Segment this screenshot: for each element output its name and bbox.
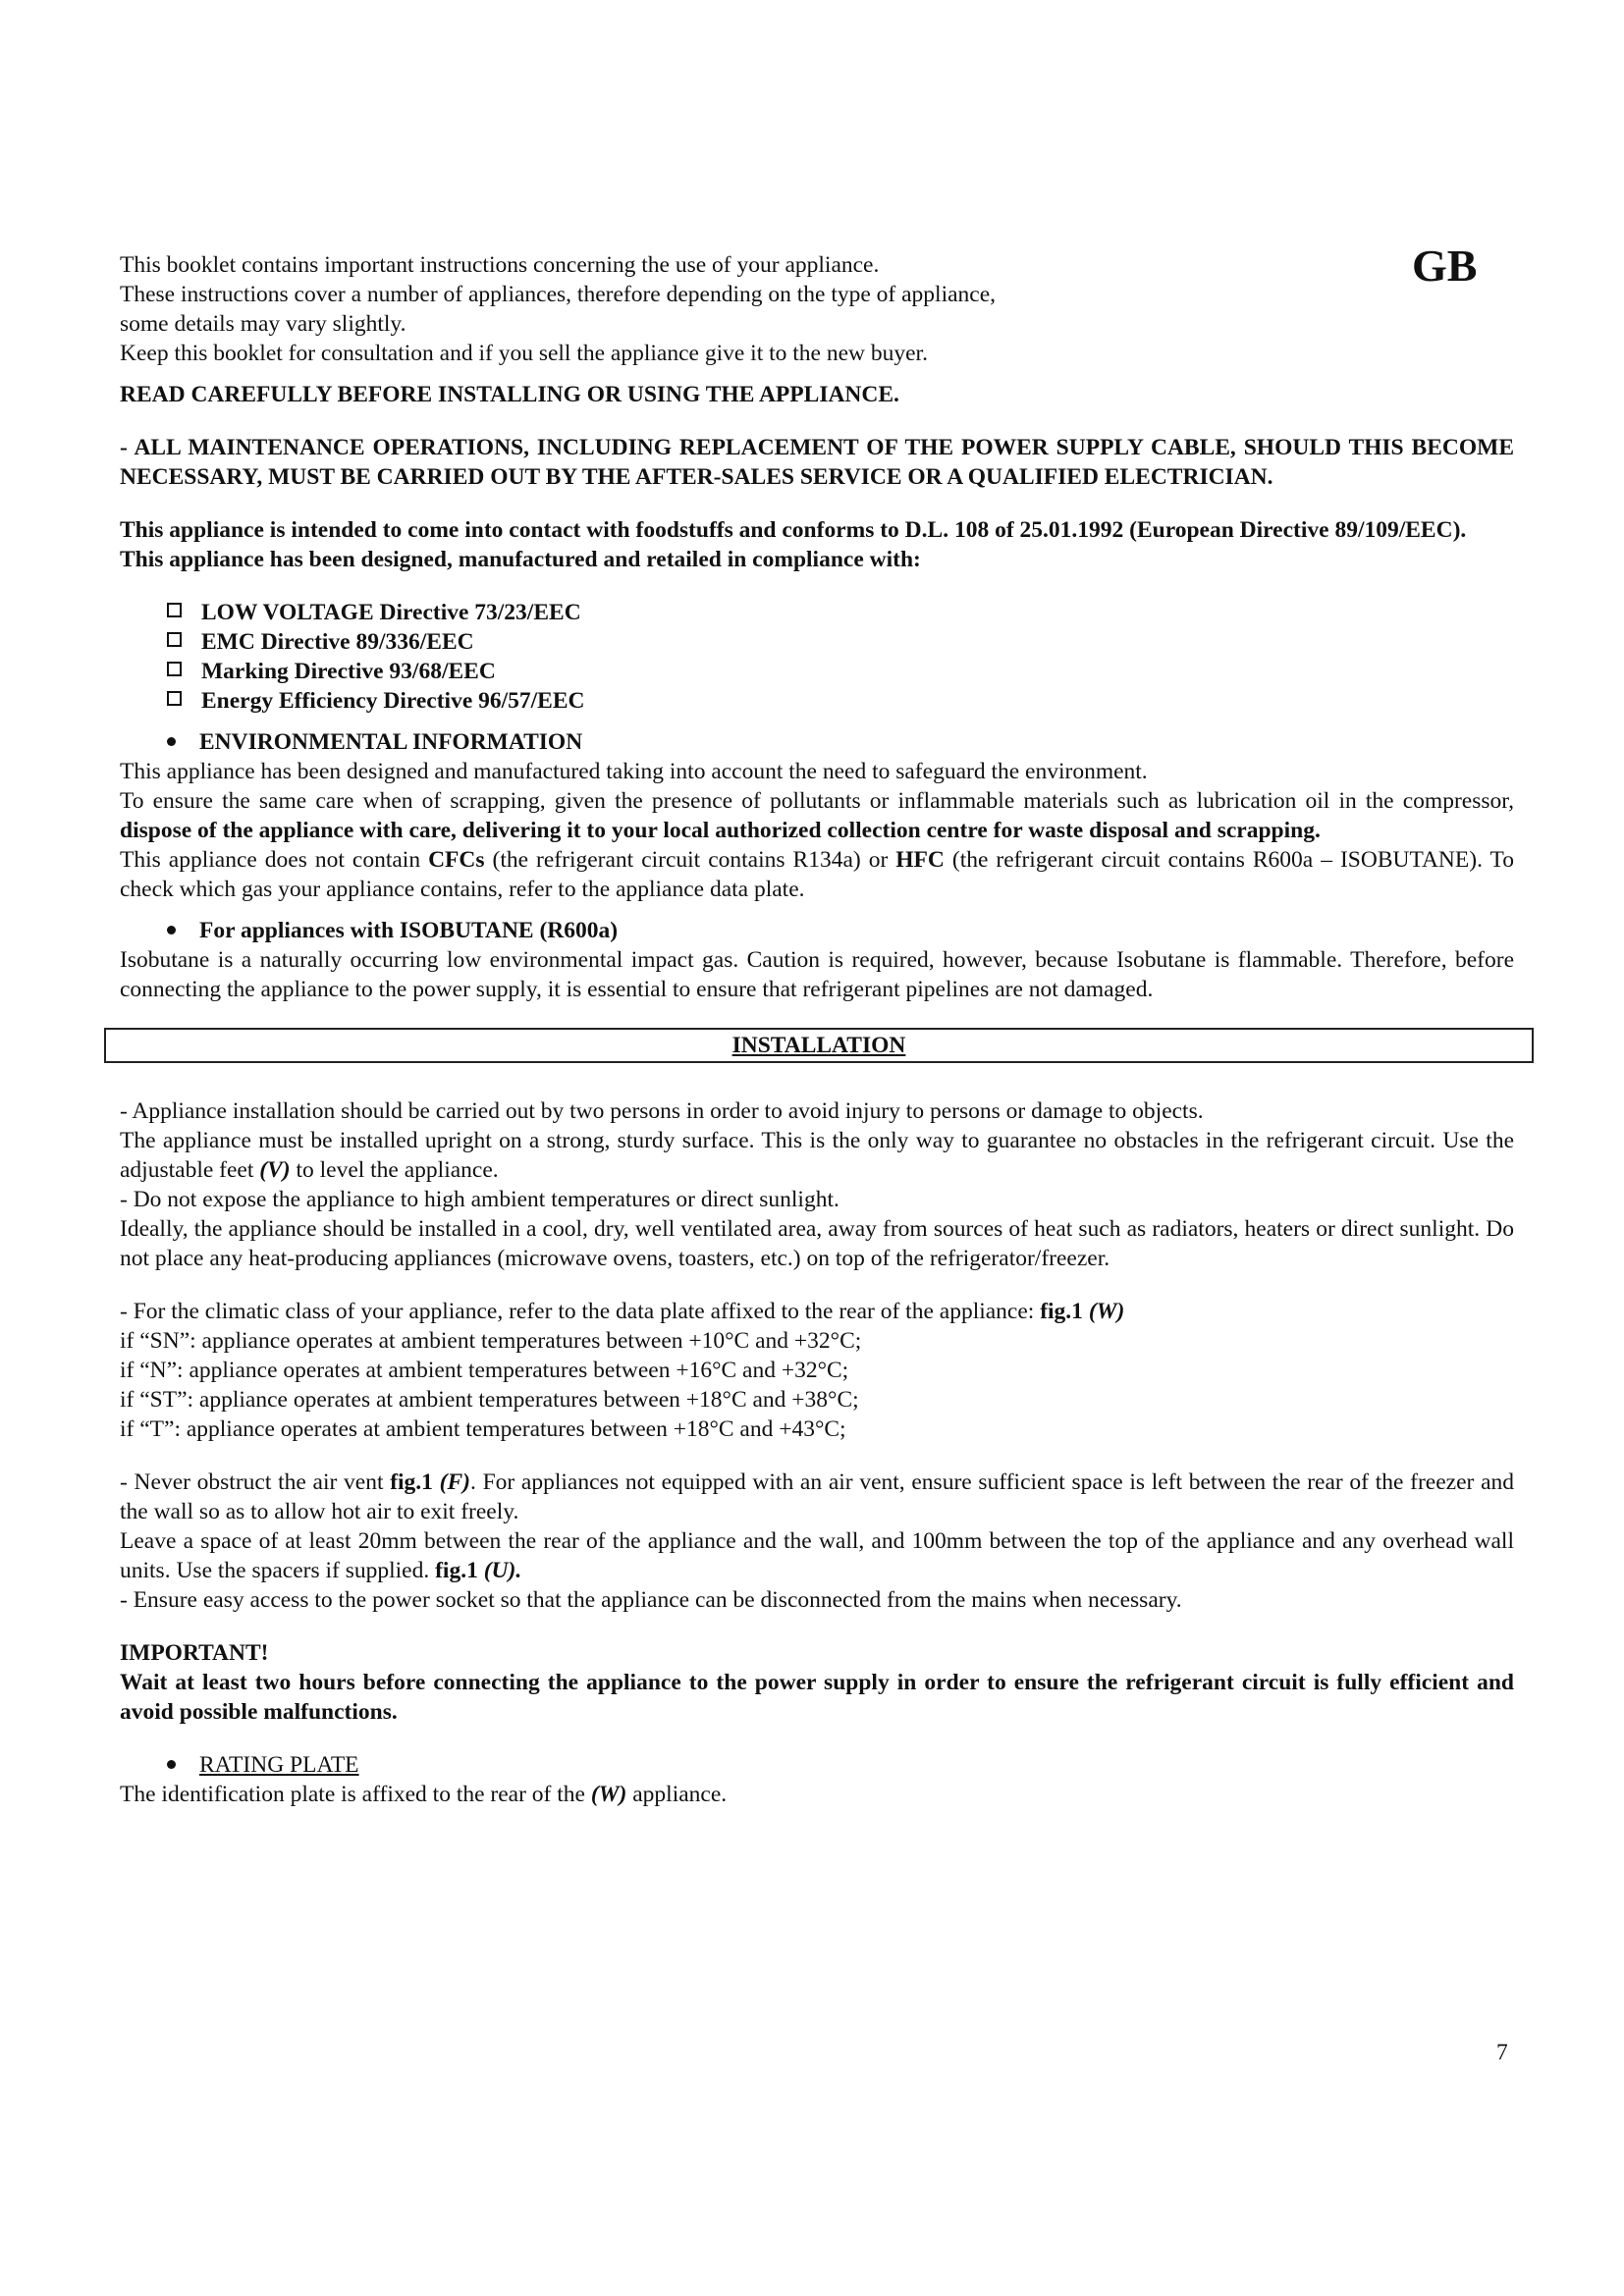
install-persons: - Appliance installation should be carried out by two persons in order to avoid injury to persons or damage to objects.	[120, 1098, 1204, 1124]
intro-block	[120, 250, 1514, 368]
environment-gas: This appliance does not contain CFCs (the refrigerant circuit contains R134a) or HFC (the refrigerant circuit contains R600a – ISOBUTANE). To check which gas your appliance contains, refer to the appliance data plate.	[120, 847, 1514, 902]
isobutane-heading: For appliances with ISOBUTANE (R600a)	[120, 916, 1514, 945]
rating-plate-text: The identification plate is affixed to the rear of the (W) appliance.	[120, 1782, 728, 1807]
spacing-text: Leave a space of at least 20mm between the rear of the appliance and the wall, and 100mm between the top of the appliance and any overhead wall units. Use the spacers if supplied. fig.1 (U).	[120, 1528, 1514, 1583]
bullet-icon	[167, 1760, 176, 1769]
climatic-class-intro: - For the climatic class of your appliance, refer to the data plate affixed to the rear of the appliance: fig.1 (W)	[120, 1299, 1125, 1324]
installation-heading: INSTALLATION	[104, 1028, 1534, 1063]
intro-line: These instructions cover a number of appliances, therefore depending on the type of appliance,	[120, 282, 997, 307]
air-vent-text: - Never obstruct the air vent fig.1 (F). For appliances not equipped with an air vent, ensure sufficient space is left between the rear of the freezer and the wall so as to allow hot air to exit freely.	[120, 1469, 1514, 1524]
bullet-icon	[167, 926, 176, 934]
rating-plate-heading: RATING PLATE	[120, 1750, 1514, 1780]
directive-item: Energy Efficiency Directive 96/57/EEC	[167, 686, 1514, 716]
environment-text: This appliance has been designed and manufactured taking into account the need to safeguard the environment.	[120, 759, 1148, 784]
environment-heading: ENVIRONMENTAL INFORMATION	[120, 727, 1514, 757]
directive-item: EMC Directive 89/336/EEC	[167, 627, 1514, 657]
read-carefully-notice: READ CAREFULLY BEFORE INSTALLING OR USING THE APPLIANCE.	[120, 382, 899, 407]
intro-line: Keep this booklet for consultation and if you sell the appliance give it to the new buyer.	[120, 341, 928, 366]
foodstuffs-statement: This appliance is intended to come into contact with foodstuffs and conforms to D.L. 108 of 25.01.1992 (European Directive 89/109/EEC).	[120, 517, 1467, 543]
climatic-class-line: if “SN”: appliance operates at ambient temperatures between +10°C and +32°C;	[120, 1328, 862, 1354]
compliance-intro: This appliance has been designed, manufactured and retailed in compliance with:	[120, 547, 921, 572]
climatic-class-line: if “T”: appliance operates at ambient temperatures between +18°C and +43°C;	[120, 1416, 846, 1442]
checkbox-icon	[167, 603, 182, 617]
checkbox-icon	[167, 632, 182, 647]
directive-item: LOW VOLTAGE Directive 73/23/EEC	[167, 598, 1514, 627]
install-upright: The appliance must be installed upright on a strong, sturdy surface. This is the only way to guarantee no obstacles in the refrigerant circuit. Use the adjustable feet (V) to level the appliance.	[120, 1128, 1514, 1183]
checkbox-icon	[167, 662, 182, 676]
page-number: 7	[1496, 2040, 1508, 2065]
intro-line: some details may vary slightly.	[120, 311, 406, 337]
directive-item: Marking Directive 93/68/EEC	[167, 657, 1514, 686]
important-heading: IMPORTANT!	[120, 1640, 269, 1666]
install-location: Ideally, the appliance should be installed in a cool, dry, well ventilated area, away from sources of heat such as radiators, heaters or direct sunlight. Do not place any heat-producing appliances (microwave ovens, toasters, etc.) on top of the refrigerator/freezer.	[120, 1216, 1514, 1271]
bullet-icon	[167, 737, 176, 746]
directive-list	[120, 598, 1514, 716]
install-sunlight: - Do not expose the appliance to high ambient temperatures or direct sunlight.	[120, 1187, 839, 1212]
intro-line: This booklet contains important instructions concerning the use of your appliance.	[120, 252, 880, 278]
isobutane-text: Isobutane is a naturally occurring low environmental impact gas. Caution is required, however, because Isobutane is flammable. Therefore, before connecting the appliance to the power supply, it is essential to ensure that refrigerant pipelines are not damaged.	[120, 947, 1514, 1002]
important-text: Wait at least two hours before connecting the appliance to the power supply in order to ensure the refrigerant circuit is fully efficient and avoid possible malfunctions.	[120, 1670, 1514, 1725]
climatic-class-line: if “N”: appliance operates at ambient temperatures between +16°C and +32°C;	[120, 1358, 849, 1383]
climatic-class-line: if “ST”: appliance operates at ambient temperatures between +18°C and +38°C;	[120, 1387, 859, 1413]
maintenance-warning: - ALL MAINTENANCE OPERATIONS, INCLUDING REPLACEMENT OF THE POWER SUPPLY CABLE, SHOULD THIS BECOME NECESSARY, MUST BE CARRIED OUT BY THE AFTER-SALES SERVICE OR A QUALIFIED ELECTRICIAN.	[120, 435, 1514, 490]
environment-scrapping: To ensure the same care when of scrapping, given the presence of pollutants or inflammable materials such as lubrication oil in the compressor, dispose of the appliance with care, delivering it to your local authorized collection centre for waste disposal and scrapping.	[120, 788, 1514, 843]
document-body	[120, 250, 1514, 1809]
checkbox-icon	[167, 691, 182, 706]
power-socket-text: - Ensure easy access to the power socket so that the appliance can be disconnected from the mains when necessary.	[120, 1587, 1182, 1613]
language-code: GB	[1412, 240, 1478, 291]
